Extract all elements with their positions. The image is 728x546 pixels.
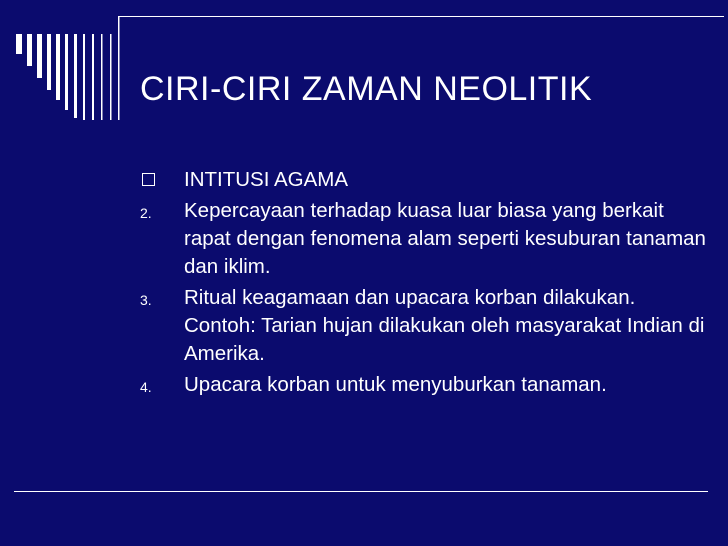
slide-title: CIRI-CIRI ZAMAN NEOLITIK — [140, 70, 593, 108]
list-item — [140, 166, 710, 194]
list-item-text: INTITUSI AGAMA — [184, 168, 349, 191]
checkbox-square-icon — [140, 166, 180, 194]
list-item — [140, 284, 710, 368]
list-item-number: 3. — [140, 292, 152, 308]
content-list — [140, 166, 710, 399]
list-item-number: 4. — [140, 379, 152, 395]
decorative-bars — [0, 0, 140, 120]
list-item-text: Upacara korban untuk menyuburkan tanaman. — [184, 373, 607, 396]
list-item — [140, 371, 710, 399]
list-item-number: 2. — [140, 205, 152, 221]
list-item — [140, 197, 710, 281]
decorative-bars-graphic — [0, 0, 140, 120]
list-item-text: Ritual keagamaan dan upacara korban dilakukan. Contoh: Tarian hujan dilakukan oleh masyarakat Indian di Amerika. — [184, 286, 705, 365]
bottom-divider — [14, 491, 708, 492]
list-item-text: Kepercayaan terhadap kuasa luar biasa yang berkait rapat dengan fenomena alam seperti kesuburan tanaman dan iklim. — [184, 199, 706, 278]
top-divider — [118, 16, 724, 17]
